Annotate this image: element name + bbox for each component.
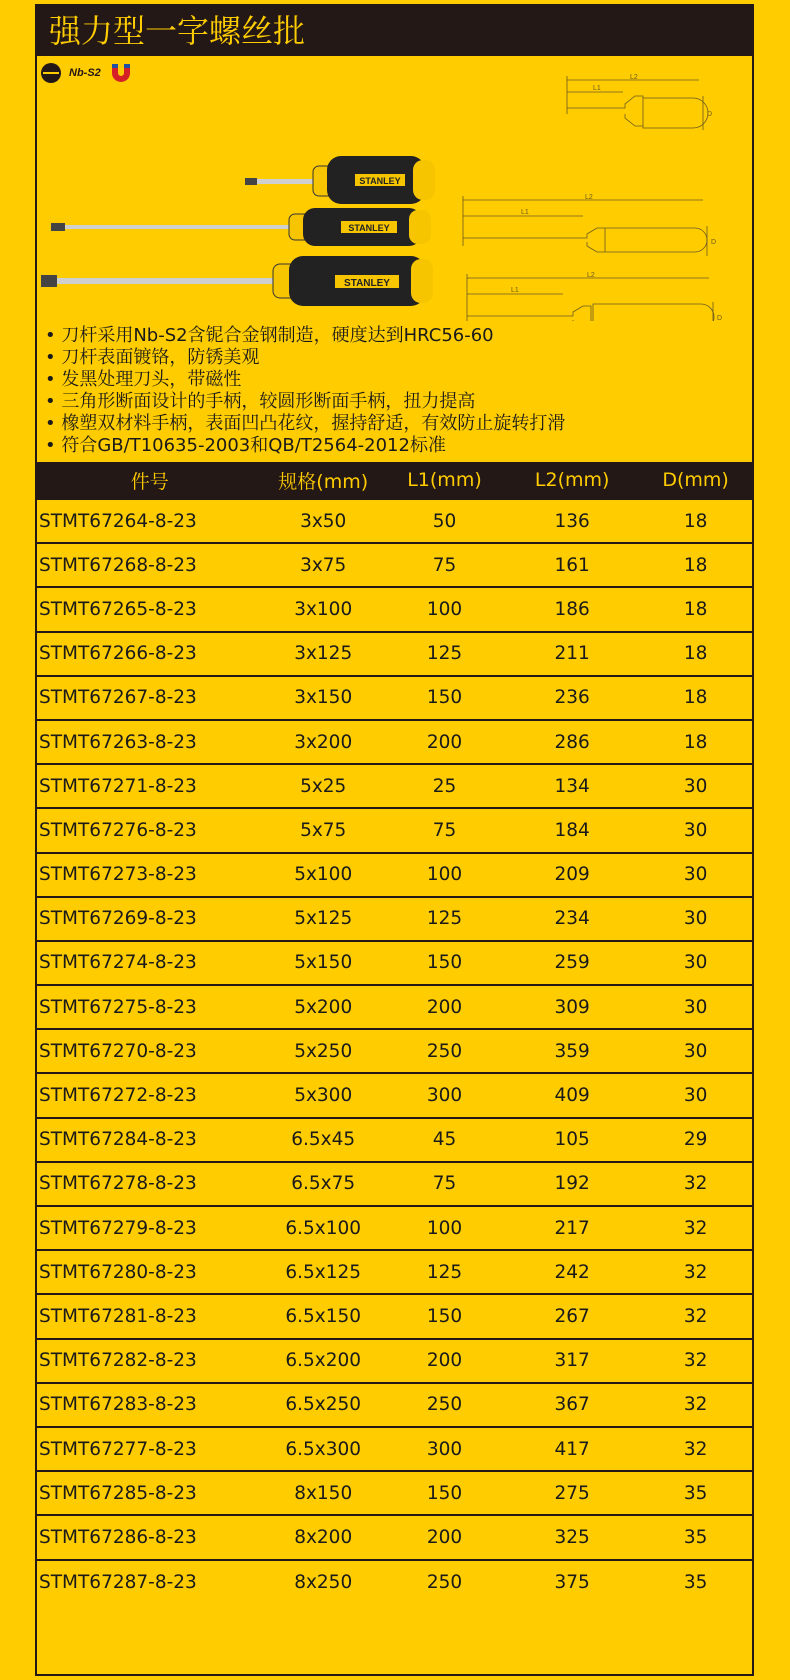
cell-l2: 236	[554, 687, 590, 709]
cell-d: 32	[683, 1305, 708, 1327]
feature-item: • 发黑处理刀头，带磁性	[45, 369, 752, 391]
cell-model: STMT67283-8-23	[39, 1394, 197, 1416]
cell-model: STMT67277-8-23	[39, 1438, 197, 1460]
spec-table	[37, 462, 752, 1604]
table-row	[37, 1471, 752, 1515]
l2-label: L2	[587, 272, 595, 279]
cell-model: STMT67271-8-23	[39, 775, 197, 797]
cell-l1: 125	[426, 1261, 463, 1283]
cell-model: STMT67282-8-23	[39, 1350, 197, 1372]
cell-model: STMT67263-8-23	[39, 731, 197, 753]
table-row	[37, 1206, 752, 1250]
cell-l1: 200	[426, 996, 463, 1018]
cell-size: 6.5x250	[285, 1394, 362, 1416]
screwdriver-product-image	[37, 96, 437, 316]
cell-d: 35	[683, 1571, 708, 1593]
cell-l1: 125	[426, 643, 463, 665]
cell-d: 30	[683, 775, 708, 797]
cell-d: 32	[683, 1394, 708, 1416]
cell-size: 8x200	[294, 1526, 353, 1548]
screwdriver-medium	[51, 208, 431, 246]
cell-size: 6.5x300	[285, 1438, 362, 1460]
brand-logo-large: STANLEY	[344, 278, 390, 289]
cell-model: STMT67276-8-23	[39, 819, 197, 841]
cell-l1: 100	[426, 1217, 463, 1239]
cell-l1: 150	[426, 687, 463, 709]
table-row	[37, 1118, 752, 1162]
l1-label: L1	[511, 287, 519, 294]
cell-model: STMT67269-8-23	[39, 908, 197, 930]
feature-list	[37, 321, 752, 462]
cell-model: STMT67286-8-23	[39, 1526, 197, 1548]
cell-d: 32	[683, 1173, 708, 1195]
table-row	[37, 853, 752, 897]
spec-table-header	[37, 462, 752, 499]
cell-d: 18	[683, 510, 708, 532]
l2-label: L2	[630, 74, 638, 81]
table-row	[37, 985, 752, 1029]
page-title: 强力型一字螺丝批	[37, 6, 752, 56]
cell-l1: 200	[426, 1350, 463, 1372]
cell-model: STMT67264-8-23	[39, 510, 197, 532]
cell-l2: 286	[554, 731, 590, 753]
feature-item: • 符合GB/T10635-2003和QB/T2564-2012标准	[45, 435, 752, 457]
cell-l2: 359	[554, 1040, 590, 1062]
cell-l2: 325	[554, 1526, 590, 1548]
cell-size: 5x150	[294, 952, 353, 974]
cell-l1: 25	[432, 775, 457, 797]
cell-size: 6.5x125	[285, 1261, 362, 1283]
dimension-diagram-long	[467, 272, 722, 321]
cell-d: 30	[683, 996, 708, 1018]
cell-model: STMT67281-8-23	[39, 1305, 197, 1327]
cell-model: STMT67285-8-23	[39, 1482, 197, 1504]
cell-l1: 75	[432, 819, 457, 841]
cell-d: 35	[683, 1482, 708, 1504]
cell-size: 5x300	[294, 1085, 353, 1107]
cell-l1: 250	[426, 1040, 463, 1062]
cell-model: STMT67272-8-23	[39, 1085, 197, 1107]
cell-l1: 75	[432, 1173, 457, 1195]
brand-logo-small: STANLEY	[359, 176, 401, 186]
cell-model: STMT67268-8-23	[39, 554, 197, 576]
cell-l1: 300	[426, 1085, 463, 1107]
cell-l1: 150	[426, 1482, 463, 1504]
cell-l2: 409	[554, 1085, 590, 1107]
cell-model: STMT67284-8-23	[39, 1129, 197, 1151]
brand-logo-medium: STANLEY	[348, 223, 390, 233]
cell-l1: 50	[432, 510, 457, 532]
table-row	[37, 897, 752, 941]
table-row	[37, 720, 752, 764]
cell-l2: 309	[554, 996, 590, 1018]
cell-size: 5x100	[294, 864, 353, 886]
cell-d: 32	[683, 1438, 708, 1460]
cell-d: 30	[683, 952, 708, 974]
cell-l1: 75	[432, 554, 457, 576]
cell-size: 3x100	[294, 598, 353, 620]
product-hero	[37, 56, 752, 321]
feature-item: • 三角形断面设计的手柄，较圆形断面手柄，扭力提高	[45, 391, 752, 413]
cell-size: 5x25	[300, 775, 347, 797]
cell-l2: 259	[554, 952, 590, 974]
cell-size: 3x200	[294, 731, 353, 753]
cell-l2: 367	[554, 1394, 590, 1416]
table-row	[37, 764, 752, 808]
cell-l2: 105	[554, 1129, 590, 1151]
cell-model: STMT67274-8-23	[39, 952, 197, 974]
cell-l2: 186	[554, 598, 590, 620]
feature-item: • 刀杆采用Nb-S2含铌合金钢制造，硬度达到HRC56-60	[45, 325, 752, 347]
dimension-diagram-medium	[463, 194, 716, 256]
cell-d: 30	[683, 908, 708, 930]
cell-size: 8x150	[294, 1482, 353, 1504]
cell-d: 32	[683, 1350, 708, 1372]
cell-l2: 417	[554, 1438, 590, 1460]
cell-size: 5x200	[294, 996, 353, 1018]
cell-l1: 150	[426, 952, 463, 974]
table-row	[37, 1383, 752, 1427]
cell-l1: 250	[426, 1394, 463, 1416]
feature-item: • 刀杆表面镀铬，防锈美观	[45, 347, 752, 369]
cell-model: STMT67278-8-23	[39, 1173, 197, 1195]
cell-size: 3x75	[300, 554, 347, 576]
cell-l1: 100	[426, 864, 463, 886]
header-size: 规格(mm)	[278, 470, 369, 493]
table-row	[37, 1515, 752, 1559]
cell-size: 3x125	[294, 643, 353, 665]
table-row	[37, 587, 752, 631]
cell-d: 18	[683, 687, 708, 709]
l2-label: L2	[585, 194, 593, 201]
cell-l2: 192	[554, 1173, 590, 1195]
cell-l2: 375	[554, 1571, 590, 1593]
table-row	[37, 941, 752, 985]
cell-l1: 200	[426, 1526, 463, 1548]
d-label: D	[707, 111, 713, 118]
table-row	[37, 499, 752, 543]
cell-l2: 209	[554, 864, 590, 886]
cell-l1: 150	[426, 1305, 463, 1327]
table-row	[37, 543, 752, 587]
cell-d: 30	[683, 864, 708, 886]
l1-label: L1	[521, 209, 529, 216]
cell-size: 5x75	[300, 819, 347, 841]
cell-size: 8x250	[294, 1571, 353, 1593]
cell-d: 30	[683, 1040, 708, 1062]
cell-l2: 134	[554, 775, 590, 797]
cell-d: 30	[683, 819, 708, 841]
cell-size: 6.5x200	[285, 1350, 362, 1372]
magnet-icon	[109, 62, 133, 84]
cell-l1: 300	[426, 1438, 463, 1460]
cell-l2: 234	[554, 908, 590, 930]
table-row	[37, 808, 752, 852]
cell-model: STMT67280-8-23	[39, 1261, 197, 1283]
table-row	[37, 1427, 752, 1471]
cell-l2: 211	[554, 643, 590, 665]
cell-l1: 200	[426, 731, 463, 753]
screwdriver-large	[41, 256, 433, 306]
cell-l2: 317	[554, 1350, 590, 1372]
table-row	[37, 632, 752, 676]
table-row	[37, 1339, 752, 1383]
cell-d: 18	[683, 731, 708, 753]
cell-l2: 184	[554, 819, 590, 841]
cell-l1: 250	[426, 1571, 463, 1593]
header-d: D(mm)	[662, 469, 729, 491]
l1-label: L1	[593, 85, 601, 92]
feature-badges	[41, 62, 133, 84]
product-sheet	[35, 4, 754, 1676]
screwdriver-small	[245, 156, 435, 204]
table-row	[37, 1029, 752, 1073]
cell-l1: 45	[432, 1129, 457, 1151]
cell-size: 3x150	[294, 687, 353, 709]
cell-d: 30	[683, 1085, 708, 1107]
cell-d: 32	[683, 1217, 708, 1239]
cell-d: 29	[683, 1129, 708, 1151]
table-row	[37, 676, 752, 720]
header-l1: L1(mm)	[407, 469, 482, 491]
cell-size: 5x125	[294, 908, 353, 930]
cell-l2: 275	[554, 1482, 590, 1504]
cell-d: 32	[683, 1261, 708, 1283]
table-row	[37, 1162, 752, 1206]
cell-d: 18	[683, 554, 708, 576]
cell-d: 35	[683, 1526, 708, 1548]
slotted-tip-icon	[41, 63, 61, 83]
table-row	[37, 1250, 752, 1294]
feature-item: • 橡塑双材料手柄，表面凹凸花纹，握持舒适，有效防止旋转打滑	[45, 413, 752, 435]
cell-size: 5x250	[294, 1040, 353, 1062]
cell-model: STMT67279-8-23	[39, 1217, 197, 1239]
header-model: 件号	[130, 470, 169, 493]
cell-l2: 136	[554, 510, 590, 532]
table-row	[37, 1294, 752, 1338]
cell-model: STMT67267-8-23	[39, 687, 197, 709]
cell-model: STMT67273-8-23	[39, 864, 197, 886]
cell-l2: 217	[554, 1217, 590, 1239]
table-row	[37, 1560, 752, 1604]
cell-size: 6.5x150	[285, 1305, 362, 1327]
cell-model: STMT67270-8-23	[39, 1040, 197, 1062]
cell-model: STMT67266-8-23	[39, 643, 197, 665]
cell-l2: 161	[554, 554, 590, 576]
d-label: D	[717, 315, 723, 321]
d-label: D	[711, 239, 717, 246]
cell-l1: 100	[426, 598, 463, 620]
cell-model: STMT67265-8-23	[39, 598, 197, 620]
table-row	[37, 1073, 752, 1117]
cell-l1: 125	[426, 908, 463, 930]
spec-table-body	[37, 499, 752, 1604]
cell-model: STMT67287-8-23	[39, 1571, 197, 1593]
header-l2: L2(mm)	[534, 469, 610, 491]
cell-d: 18	[683, 598, 708, 620]
dimension-diagrams	[455, 66, 755, 321]
cell-size: 3x50	[300, 510, 347, 532]
dimension-diagram-short	[567, 74, 712, 130]
cell-size: 6.5x100	[285, 1217, 362, 1239]
cell-l2: 242	[554, 1261, 590, 1283]
cell-l2: 267	[554, 1305, 590, 1327]
cell-model: STMT67275-8-23	[39, 996, 197, 1018]
material-badge: Nb-S2	[69, 67, 101, 79]
cell-size: 6.5x75	[291, 1173, 356, 1195]
cell-d: 18	[683, 643, 708, 665]
cell-size: 6.5x45	[291, 1129, 356, 1151]
